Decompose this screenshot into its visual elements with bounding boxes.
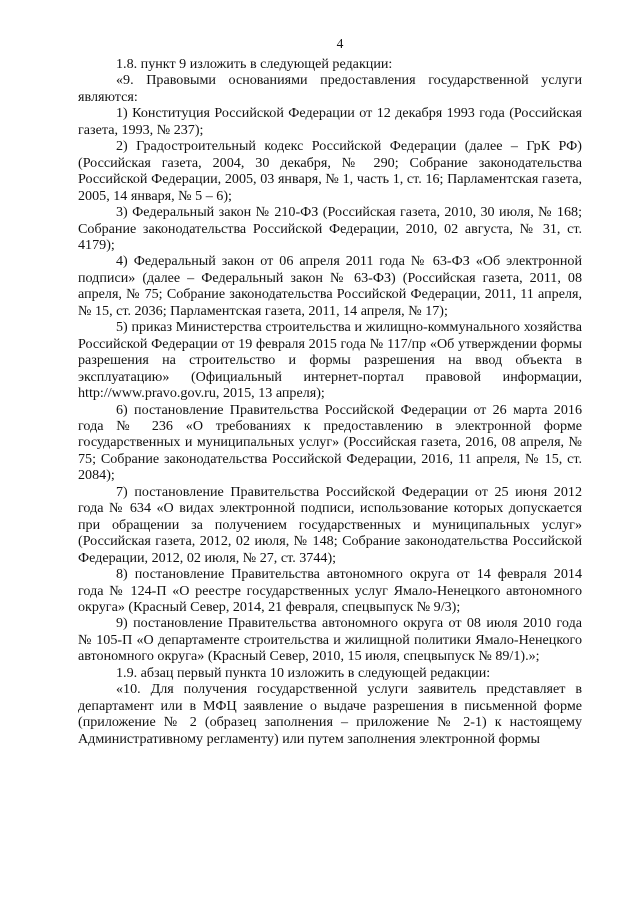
paragraph-item-3: 3) Федеральный закон № 210-ФЗ (Российская газета, 2010, 30 июля, № 168; Собрание законодательства Российской Федерации, 2010, 02 августа, № 31, ст. 4179); (78, 204, 582, 253)
paragraph-item-8: 8) постановление Правительства автономного округа от 14 февраля 2014 года № 124-П «О реестре государственных услуг Ямало-Ненецкого автономного округа» (Красный Север, 2014, 21 февраля, спецвыпуск № 9/3); (78, 566, 582, 615)
paragraph-item-7: 7) постановление Правительства Российской Федерации от 25 июня 2012 года № 634 «О видах электронной подписи, использование которых допускается при обращении за получением государственных и муниципальных услуг» (Российская газета, 2012, 02 июля, № 148; Собрание законодательства Российской Федерации, 2012, 02 июля, № 27, ст. 3744); (78, 483, 582, 566)
page-number: 4 (336, 36, 344, 51)
paragraph-item-6: 6) постановление Правительства Российской Федерации от 26 марта 2016 года № 236 «О требованиях к предоставлению в электронной форме государственных и муниципальных услуг» (Российская газета, 2016, 08 апреля, № 75; Собрание законодательства Российской Федерации, 2016, 11 апреля, № 15, ст. 2084); (78, 401, 582, 484)
paragraph-10-intro: «10. Для получения государственной услуги заявитель представляет в департамент или в МФЦ заявление о выдаче разрешения в письменной форме (приложение № 2 (образец заполнения – приложение № 2-1) к настоящему Административному регламенту) или путем заполнения электронной формы (78, 681, 582, 747)
paragraph-item-1: 1) Конституция Российской Федерации от 12 декабря 1993 года (Российская газета, 1993, № 237); (78, 105, 582, 138)
paragraph-9-intro: «9. Правовыми основаниями предоставления государственной услуги являются: (78, 72, 582, 105)
paragraph-1-8: 1.8. пункт 9 изложить в следующей редакции: (116, 56, 393, 72)
paragraph-item-2: 2) Градостроительный кодекс Российской Федерации (далее – ГрК РФ) (Российская газета, 2004, 30 декабря, № 290; Собрание законодательства Российской Федерации, 2005, 03 января, № 1, часть 1, ст. 16; Парламентская газета, 2005, 14 января, № 5 – 6); (78, 138, 582, 204)
paragraph-item-5: 5) приказ Министерства строительства и жилищно-коммунального хозяйства Российской Федерации от 19 февраля 2015 года № 117/пр «Об утверждении формы разрешения на строительство и формы разрешения на ввод объекта в эксплуатацию» (Официальный интернет-портал правовой информации, http://www.pravo.gov.ru, 2015, 13 апреля); (78, 319, 582, 402)
paragraph-item-4: 4) Федеральный закон от 06 апреля 2011 года № 63-ФЗ «Об электронной подписи» (далее – Федеральный закон № 63-ФЗ) (Российская газета, 2011, 08 апреля, № 75; Собрание законодательства Российской Федерации, 2011, 11 апреля, № 15, ст. 2036; Парламентская газета, 2011, 14 апреля, № 17); (78, 253, 582, 319)
document-body (78, 56, 582, 747)
paragraph-1-9: 1.9. абзац первый пункта 10 изложить в следующей редакции: (116, 664, 491, 681)
paragraph-item-9: 9) постановление Правительства автономного округа от 08 июля 2010 года № 105-П «О департаменте строительства и жилищной политики Ямало-Ненецкого автономного округа» (Красный Север, 2010, 15 июля, спецвыпуск № 89/1).»; (78, 615, 582, 665)
